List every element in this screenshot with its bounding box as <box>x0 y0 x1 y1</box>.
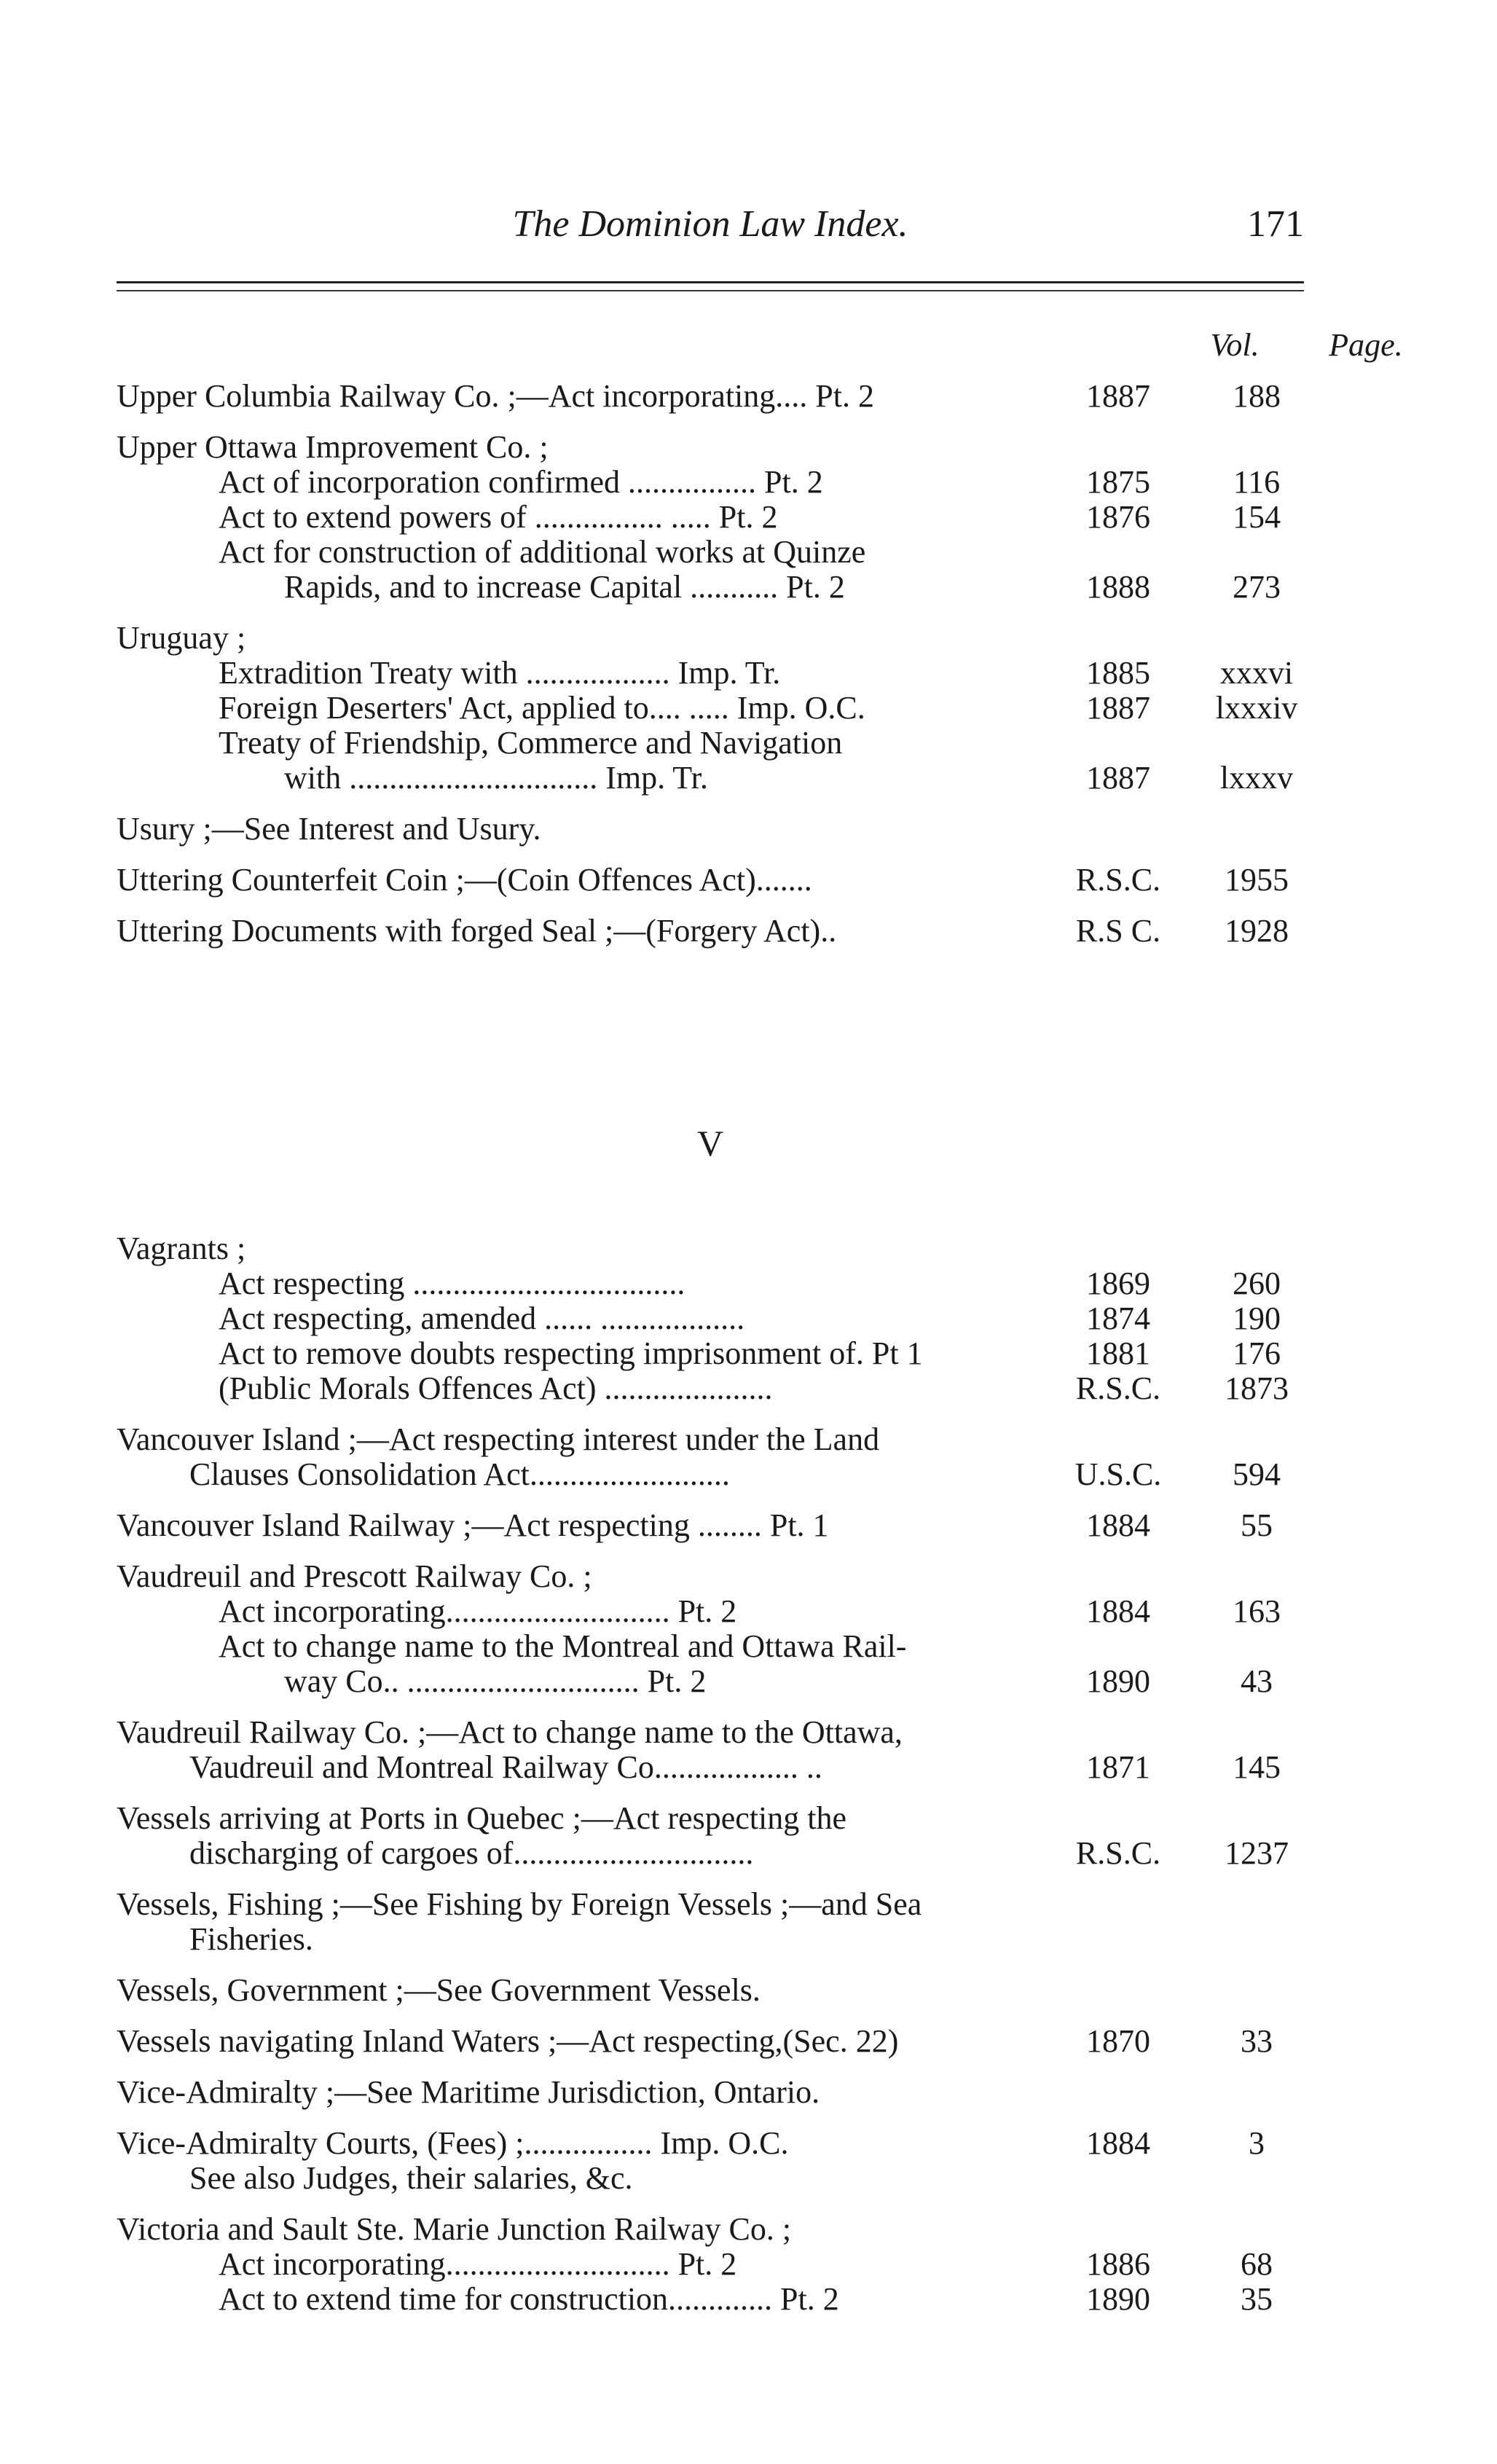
index-entry <box>117 1422 1319 1492</box>
entry-volume: 1887 <box>1086 378 1150 414</box>
entry-page: 3 <box>1249 2125 1265 2161</box>
entry-text: Vice-Admiralty Courts, (Fees) ;................ Imp. O.C. <box>117 2126 789 2161</box>
entry-text: Foreign Deserters' Act, applied to.... ..... Imp. O.C. <box>219 691 865 726</box>
entry-page: 1955 <box>1225 862 1289 898</box>
entry-text: Uruguay ; <box>117 621 246 656</box>
entry-volume: 1881 <box>1086 1335 1150 1371</box>
index-entry <box>117 2024 1319 2059</box>
index-entry <box>117 379 1319 414</box>
entry-volume: 1885 <box>1086 655 1150 691</box>
entry-volume: 1875 <box>1086 464 1150 500</box>
entry-line <box>117 2161 1319 2196</box>
entry-page: 154 <box>1233 499 1281 535</box>
entry-page: xxxvi <box>1219 655 1294 691</box>
entry-text: Upper Ottawa Improvement Co. ; <box>117 430 549 465</box>
entry-text: Vagrants ; <box>117 1231 246 1266</box>
entry-text: Vice-Admiralty ;—See Maritime Jurisdiction, Ontario. <box>117 2075 820 2110</box>
page-column-heading: Page. <box>1329 327 1403 363</box>
entry-page: 163 <box>1233 1593 1281 1629</box>
entry-text: discharging of cargoes of.............................. <box>189 1836 754 1871</box>
entry-line <box>117 914 1319 949</box>
section-letter-v: V <box>696 1123 724 1164</box>
entry-volume: 1887 <box>1086 760 1150 796</box>
entry-volume: 1884 <box>1086 1507 1150 1543</box>
entry-line <box>117 1801 1319 1836</box>
entry-volume: 1870 <box>1086 2023 1150 2059</box>
index-entry <box>117 863 1319 898</box>
entry-text: Act respecting, amended ...... .................. <box>219 1301 745 1336</box>
entry-page: 273 <box>1233 569 1281 605</box>
running-title: The Dominion Law Index. <box>512 203 908 245</box>
entry-text: Uttering Counterfeit Coin ;—(Coin Offences Act)....... <box>117 863 812 898</box>
entry-text: Vessels navigating Inland Waters ;—Act respecting,(Sec. 22) <box>117 2024 899 2059</box>
index-entry <box>117 621 1319 796</box>
entry-text: Act for construction of additional works at Quinze <box>219 535 866 570</box>
entry-text: Fisheries. <box>189 1922 313 1957</box>
entry-line <box>117 1508 1319 1543</box>
entry-line <box>117 726 1319 761</box>
entry-text: Vancouver Island ;—Act respecting interest under the Land <box>117 1422 880 1457</box>
header-rule-thick <box>117 281 1304 283</box>
entry-line <box>117 691 1319 726</box>
entry-text: Vessels arriving at Ports in Quebec ;—Act respecting the <box>117 1801 846 1836</box>
entry-line <box>117 465 1319 500</box>
entry-page: 190 <box>1233 1300 1281 1336</box>
entry-volume: 1890 <box>1086 2281 1150 2317</box>
entry-page: 176 <box>1233 1335 1281 1371</box>
entry-line <box>117 2024 1319 2059</box>
entry-text: Extradition Treaty with .................. Imp. Tr. <box>219 656 781 691</box>
entry-page: 594 <box>1233 1456 1281 1492</box>
entry-volume: 1890 <box>1086 1663 1150 1699</box>
index-entry <box>117 812 1319 847</box>
entry-volume: 1886 <box>1086 2246 1150 2282</box>
entry-volume: 1884 <box>1086 2125 1150 2161</box>
entry-text: Vaudreuil and Prescott Railway Co. ; <box>117 1559 592 1594</box>
entry-text: Vaudreuil Railway Co. ;—Act to change name to the Ottawa, <box>117 1715 903 1750</box>
entry-page: 43 <box>1241 1663 1273 1699</box>
v-entries <box>117 1231 1319 2333</box>
entry-line <box>117 1336 1319 1371</box>
entry-line <box>117 1836 1319 1871</box>
entry-line <box>117 379 1319 414</box>
entry-page: lxxxiv <box>1215 690 1298 726</box>
entry-line <box>117 2212 1319 2247</box>
entry-line <box>117 1664 1319 1699</box>
entry-line <box>117 1266 1319 1301</box>
entry-line <box>117 535 1319 570</box>
entry-line <box>117 1973 1319 2008</box>
entry-volume: 1887 <box>1086 690 1150 726</box>
entry-text: Act to change name to the Montreal and Ottawa Rail- <box>219 1629 907 1664</box>
entry-text: way Co.. ............................. Pt. 2 <box>284 1664 707 1699</box>
u-entries <box>117 379 1319 965</box>
page-header <box>117 203 1304 261</box>
entry-text: Vessels, Fishing ;—See Fishing by Foreign Vessels ;—and Sea <box>117 1887 922 1922</box>
entry-page: 116 <box>1233 464 1281 500</box>
entry-line <box>117 2075 1319 2110</box>
entry-text: Treaty of Friendship, Commerce and Navigation <box>219 726 843 761</box>
entry-line <box>117 1231 1319 1266</box>
entry-text: Act of incorporation confirmed ................ Pt. 2 <box>219 465 823 500</box>
entry-volume: 1869 <box>1086 1266 1150 1301</box>
entry-line <box>117 1922 1319 1957</box>
entry-line <box>117 1594 1319 1629</box>
index-entry <box>117 2126 1319 2196</box>
entry-volume: R.S.C. <box>1075 1370 1161 1406</box>
entry-line <box>117 863 1319 898</box>
entry-page: 1873 <box>1225 1370 1289 1406</box>
entry-line <box>117 1887 1319 1922</box>
entry-text: Act respecting .................................. <box>219 1266 685 1301</box>
entry-line <box>117 1457 1319 1492</box>
entry-line <box>117 2247 1319 2282</box>
entry-text: Clauses Consolidation Act......................... <box>189 1457 730 1492</box>
index-entry <box>117 914 1319 949</box>
index-entry <box>117 1508 1319 1543</box>
entry-line <box>117 761 1319 796</box>
entry-volume: 1884 <box>1086 1593 1150 1629</box>
entry-volume: 1876 <box>1086 499 1150 535</box>
entry-page: 188 <box>1233 378 1281 414</box>
index-entry <box>117 1559 1319 1699</box>
entry-volume: 1888 <box>1086 569 1150 605</box>
entry-page: 33 <box>1241 2023 1273 2059</box>
entry-volume: U.S.C. <box>1074 1456 1162 1492</box>
entry-text: with ............................... Imp. Tr. <box>284 761 708 796</box>
entry-line <box>117 500 1319 535</box>
page-number: 171 <box>1247 203 1304 245</box>
entry-line <box>117 1629 1319 1664</box>
entry-page: 260 <box>1233 1266 1281 1301</box>
index-entry <box>117 1715 1319 1785</box>
index-entry <box>117 2212 1319 2317</box>
entry-volume: R.S C. <box>1075 913 1161 949</box>
index-entry <box>117 1973 1319 2008</box>
entry-line <box>117 430 1319 465</box>
entry-page: 35 <box>1241 2281 1273 2317</box>
entry-text: Uttering Documents with forged Seal ;—(Forgery Act).. <box>117 914 837 949</box>
column-headings <box>117 326 1403 370</box>
entry-text: Vessels, Government ;—See Government Vessels. <box>117 1973 761 2008</box>
entry-text: Act to remove doubts respecting imprisonment of. Pt 1 <box>219 1336 923 1371</box>
entry-text: Act to extend time for construction............. Pt. 2 <box>219 2282 839 2317</box>
entry-line <box>117 1422 1319 1457</box>
entry-text: Act incorporating............................ Pt. 2 <box>219 2247 737 2282</box>
index-entry <box>117 1231 1319 1406</box>
index-entry <box>117 430 1319 605</box>
entry-text: Vaudreuil and Montreal Railway Co.................. .. <box>189 1750 822 1785</box>
entry-line <box>117 570 1319 605</box>
entry-page: 68 <box>1241 2246 1273 2282</box>
entry-text: Upper Columbia Railway Co. ;—Act incorporating.... Pt. 2 <box>117 379 874 414</box>
entry-line <box>117 1301 1319 1336</box>
entry-volume: 1874 <box>1086 1300 1150 1336</box>
entry-line <box>117 1559 1319 1594</box>
entry-line <box>117 1371 1319 1406</box>
entry-line <box>117 1715 1319 1750</box>
entry-page: lxxxv <box>1219 760 1294 796</box>
vol-column-heading: Vol. <box>1210 327 1260 363</box>
header-rule-thin <box>117 290 1304 291</box>
entry-line <box>117 812 1319 847</box>
index-entry <box>117 2075 1319 2110</box>
entry-line <box>117 656 1319 691</box>
index-entry <box>117 1801 1319 1871</box>
entry-page: 145 <box>1233 1749 1281 1785</box>
entry-text: (Public Morals Offences Act) ..................... <box>219 1371 773 1406</box>
entry-text: Victoria and Sault Ste. Marie Junction Railway Co. ; <box>117 2212 792 2247</box>
entry-text: Rapids, and to increase Capital ........... Pt. 2 <box>284 570 845 605</box>
entry-text: Vancouver Island Railway ;—Act respecting ........ Pt. 1 <box>117 1508 829 1543</box>
entry-text: Act incorporating............................ Pt. 2 <box>219 1594 737 1629</box>
entry-page: 55 <box>1241 1507 1273 1543</box>
entry-line <box>117 2126 1319 2161</box>
entry-line <box>117 2282 1319 2317</box>
entry-volume: R.S.C. <box>1075 862 1161 898</box>
entry-volume: 1871 <box>1086 1749 1150 1785</box>
entry-page: 1237 <box>1225 1835 1289 1871</box>
entry-text: Act to extend powers of ................ ..... Pt. 2 <box>219 500 778 535</box>
entry-text: Usury ;—See Interest and Usury. <box>117 812 541 847</box>
entry-line <box>117 621 1319 656</box>
entry-page: 1928 <box>1225 913 1289 949</box>
entry-text: See also Judges, their salaries, &c. <box>189 2161 633 2196</box>
entry-line <box>117 1750 1319 1785</box>
entry-volume: R.S.C. <box>1075 1835 1161 1871</box>
index-entry <box>117 1887 1319 1957</box>
